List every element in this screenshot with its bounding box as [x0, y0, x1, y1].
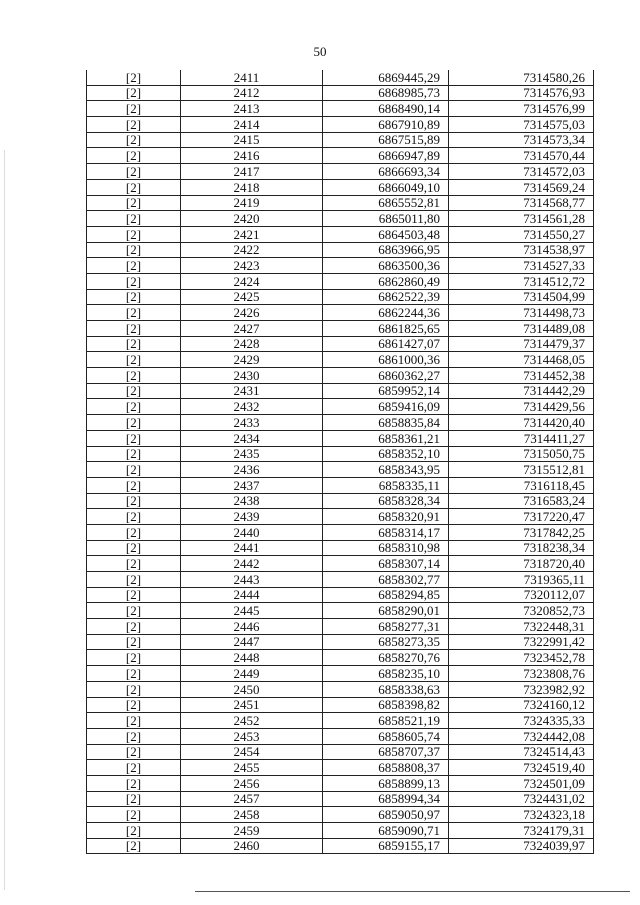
- y-coordinate-cell: 7324323,18: [449, 807, 594, 823]
- source-cell: [2]: [87, 619, 181, 635]
- x-coordinate-cell: 6858338,63: [323, 681, 449, 697]
- source-cell: [2]: [87, 368, 181, 384]
- table-row: [87, 70, 594, 85]
- x-coordinate-cell: 6861000,36: [323, 352, 449, 368]
- source-cell: [2]: [87, 226, 181, 242]
- table-row: [87, 242, 594, 258]
- point-number-cell: 2444: [181, 587, 323, 603]
- table-row: [87, 760, 594, 776]
- x-coordinate-cell: 6864503,48: [323, 226, 449, 242]
- table-row: [87, 713, 594, 729]
- source-cell: [2]: [87, 650, 181, 666]
- x-coordinate-cell: 6859090,71: [323, 823, 449, 839]
- point-number-cell: 2457: [181, 791, 323, 807]
- x-coordinate-cell: 6858994,34: [323, 791, 449, 807]
- x-coordinate-cell: 6862522,39: [323, 289, 449, 305]
- source-cell: [2]: [87, 85, 181, 101]
- point-number-cell: 2447: [181, 634, 323, 650]
- y-coordinate-cell: 7324160,12: [449, 697, 594, 713]
- y-coordinate-cell: 7323452,78: [449, 650, 594, 666]
- table-row: [87, 556, 594, 572]
- source-cell: [2]: [87, 211, 181, 227]
- x-coordinate-cell: 6868490,14: [323, 101, 449, 117]
- source-cell: [2]: [87, 430, 181, 446]
- y-coordinate-cell: 7314420,40: [449, 415, 594, 431]
- x-coordinate-cell: 6858328,34: [323, 493, 449, 509]
- table-row: [87, 273, 594, 289]
- table-row: [87, 524, 594, 540]
- table-row: [87, 289, 594, 305]
- point-number-cell: 2419: [181, 195, 323, 211]
- table-row: [87, 321, 594, 337]
- source-cell: [2]: [87, 728, 181, 744]
- table-row: [87, 540, 594, 556]
- point-number-cell: 2422: [181, 242, 323, 258]
- source-cell: [2]: [87, 242, 181, 258]
- source-cell: [2]: [87, 70, 181, 85]
- table-row: [87, 477, 594, 493]
- point-number-cell: 2414: [181, 117, 323, 133]
- table-row: [87, 681, 594, 697]
- y-coordinate-cell: 7314411,27: [449, 430, 594, 446]
- table-row: [87, 838, 594, 854]
- table-row: [87, 368, 594, 384]
- x-coordinate-cell: 6861427,07: [323, 336, 449, 352]
- y-coordinate-cell: 7314575,03: [449, 117, 594, 133]
- x-coordinate-cell: 6862860,49: [323, 273, 449, 289]
- source-cell: [2]: [87, 713, 181, 729]
- y-coordinate-cell: 7314576,99: [449, 101, 594, 117]
- point-number-cell: 2427: [181, 321, 323, 337]
- y-coordinate-cell: 7314569,24: [449, 179, 594, 195]
- source-cell: [2]: [87, 148, 181, 164]
- point-number-cell: 2411: [181, 70, 323, 85]
- point-number-cell: 2423: [181, 258, 323, 274]
- y-coordinate-cell: 7314572,03: [449, 164, 594, 180]
- source-cell: [2]: [87, 681, 181, 697]
- source-cell: [2]: [87, 540, 181, 556]
- table-body: [87, 70, 594, 854]
- table-row: [87, 697, 594, 713]
- source-cell: [2]: [87, 603, 181, 619]
- y-coordinate-cell: 7315512,81: [449, 462, 594, 478]
- point-number-cell: 2445: [181, 603, 323, 619]
- table-row: [87, 305, 594, 321]
- y-coordinate-cell: 7316118,45: [449, 477, 594, 493]
- source-cell: [2]: [87, 760, 181, 776]
- point-number-cell: 2418: [181, 179, 323, 195]
- table-row: [87, 807, 594, 823]
- y-coordinate-cell: 7317220,47: [449, 509, 594, 525]
- x-coordinate-cell: 6858521,19: [323, 713, 449, 729]
- source-cell: [2]: [87, 509, 181, 525]
- x-coordinate-cell: 6858707,37: [323, 744, 449, 760]
- y-coordinate-cell: 7314570,44: [449, 148, 594, 164]
- y-coordinate-cell: 7324514,43: [449, 744, 594, 760]
- point-number-cell: 2458: [181, 807, 323, 823]
- y-coordinate-cell: 7314479,37: [449, 336, 594, 352]
- x-coordinate-cell: 6858835,84: [323, 415, 449, 431]
- source-cell: [2]: [87, 117, 181, 133]
- y-coordinate-cell: 7314573,34: [449, 132, 594, 148]
- point-number-cell: 2448: [181, 650, 323, 666]
- table-row: [87, 744, 594, 760]
- table-row: [87, 132, 594, 148]
- bottom-rule: [195, 891, 630, 892]
- table-row: [87, 493, 594, 509]
- point-number-cell: 2421: [181, 226, 323, 242]
- y-coordinate-cell: 7314561,28: [449, 211, 594, 227]
- point-number-cell: 2456: [181, 775, 323, 791]
- x-coordinate-cell: 6858343,95: [323, 462, 449, 478]
- y-coordinate-cell: 7314452,38: [449, 368, 594, 384]
- source-cell: [2]: [87, 697, 181, 713]
- point-number-cell: 2424: [181, 273, 323, 289]
- y-coordinate-cell: 7314442,29: [449, 383, 594, 399]
- table-row: [87, 415, 594, 431]
- table-row: [87, 650, 594, 666]
- x-coordinate-cell: 6867515,89: [323, 132, 449, 148]
- x-coordinate-cell: 6858270,76: [323, 650, 449, 666]
- y-coordinate-cell: 7323982,92: [449, 681, 594, 697]
- point-number-cell: 2435: [181, 446, 323, 462]
- page-number: 50: [313, 44, 327, 59]
- y-coordinate-cell: 7324431,02: [449, 791, 594, 807]
- x-coordinate-cell: 6866693,34: [323, 164, 449, 180]
- table-row: [87, 352, 594, 368]
- x-coordinate-cell: 6859416,09: [323, 399, 449, 415]
- x-coordinate-cell: 6858310,98: [323, 540, 449, 556]
- source-cell: [2]: [87, 524, 181, 540]
- y-coordinate-cell: 7314576,93: [449, 85, 594, 101]
- table-row: [87, 823, 594, 839]
- x-coordinate-cell: 6859155,17: [323, 838, 449, 854]
- x-coordinate-cell: 6858398,82: [323, 697, 449, 713]
- point-number-cell: 2438: [181, 493, 323, 509]
- table-row: [87, 383, 594, 399]
- point-number-cell: 2439: [181, 509, 323, 525]
- source-cell: [2]: [87, 823, 181, 839]
- source-cell: [2]: [87, 775, 181, 791]
- source-cell: [2]: [87, 399, 181, 415]
- table-row: [87, 117, 594, 133]
- x-coordinate-cell: 6858307,14: [323, 556, 449, 572]
- table-row: [87, 603, 594, 619]
- x-coordinate-cell: 6858899,13: [323, 775, 449, 791]
- y-coordinate-cell: 7314429,56: [449, 399, 594, 415]
- table-row: [87, 775, 594, 791]
- point-number-cell: 2452: [181, 713, 323, 729]
- table-row: [87, 258, 594, 274]
- y-coordinate-cell: 7324501,09: [449, 775, 594, 791]
- point-number-cell: 2450: [181, 681, 323, 697]
- y-coordinate-cell: 7314568,77: [449, 195, 594, 211]
- coordinates-table: [86, 70, 594, 854]
- y-coordinate-cell: 7324442,08: [449, 728, 594, 744]
- source-cell: [2]: [87, 807, 181, 823]
- point-number-cell: 2430: [181, 368, 323, 384]
- y-coordinate-cell: 7324179,31: [449, 823, 594, 839]
- x-coordinate-cell: 6866947,89: [323, 148, 449, 164]
- source-cell: [2]: [87, 164, 181, 180]
- source-cell: [2]: [87, 791, 181, 807]
- x-coordinate-cell: 6860362,27: [323, 368, 449, 384]
- x-coordinate-cell: 6858273,35: [323, 634, 449, 650]
- y-coordinate-cell: 7314550,27: [449, 226, 594, 242]
- source-cell: [2]: [87, 572, 181, 588]
- table-row: [87, 148, 594, 164]
- point-number-cell: 2440: [181, 524, 323, 540]
- point-number-cell: 2429: [181, 352, 323, 368]
- x-coordinate-cell: 6869445,29: [323, 70, 449, 85]
- source-cell: [2]: [87, 666, 181, 682]
- source-cell: [2]: [87, 273, 181, 289]
- y-coordinate-cell: 7318720,40: [449, 556, 594, 572]
- source-cell: [2]: [87, 305, 181, 321]
- y-coordinate-cell: 7323808,76: [449, 666, 594, 682]
- table-row: [87, 226, 594, 242]
- point-number-cell: 2460: [181, 838, 323, 854]
- source-cell: [2]: [87, 838, 181, 854]
- source-cell: [2]: [87, 258, 181, 274]
- point-number-cell: 2451: [181, 697, 323, 713]
- x-coordinate-cell: 6865011,80: [323, 211, 449, 227]
- source-cell: [2]: [87, 744, 181, 760]
- point-number-cell: 2455: [181, 760, 323, 776]
- table-row: [87, 587, 594, 603]
- y-coordinate-cell: 7324335,33: [449, 713, 594, 729]
- point-number-cell: 2449: [181, 666, 323, 682]
- table-row: [87, 164, 594, 180]
- table-row: [87, 462, 594, 478]
- x-coordinate-cell: 6858302,77: [323, 572, 449, 588]
- point-number-cell: 2459: [181, 823, 323, 839]
- source-cell: [2]: [87, 415, 181, 431]
- x-coordinate-cell: 6859050,97: [323, 807, 449, 823]
- point-number-cell: 2453: [181, 728, 323, 744]
- x-coordinate-cell: 6868985,73: [323, 85, 449, 101]
- table-row: [87, 85, 594, 101]
- x-coordinate-cell: 6858235,10: [323, 666, 449, 682]
- y-coordinate-cell: 7314538,97: [449, 242, 594, 258]
- source-cell: [2]: [87, 493, 181, 509]
- table-row: [87, 728, 594, 744]
- table-row: [87, 619, 594, 635]
- point-number-cell: 2416: [181, 148, 323, 164]
- y-coordinate-cell: 7322991,42: [449, 634, 594, 650]
- x-coordinate-cell: 6858808,37: [323, 760, 449, 776]
- x-coordinate-cell: 6858314,17: [323, 524, 449, 540]
- y-coordinate-cell: 7316583,24: [449, 493, 594, 509]
- x-coordinate-cell: 6865552,81: [323, 195, 449, 211]
- point-number-cell: 2442: [181, 556, 323, 572]
- source-cell: [2]: [87, 352, 181, 368]
- point-number-cell: 2431: [181, 383, 323, 399]
- source-cell: [2]: [87, 462, 181, 478]
- point-number-cell: 2417: [181, 164, 323, 180]
- x-coordinate-cell: 6858361,21: [323, 430, 449, 446]
- y-coordinate-cell: 7319365,11: [449, 572, 594, 588]
- point-number-cell: 2454: [181, 744, 323, 760]
- y-coordinate-cell: 7324039,97: [449, 838, 594, 854]
- source-cell: [2]: [87, 289, 181, 305]
- x-coordinate-cell: 6861825,65: [323, 321, 449, 337]
- y-coordinate-cell: 7320112,07: [449, 587, 594, 603]
- x-coordinate-cell: 6863966,95: [323, 242, 449, 258]
- x-coordinate-cell: 6863500,36: [323, 258, 449, 274]
- table-row: [87, 399, 594, 415]
- y-coordinate-cell: 7314504,99: [449, 289, 594, 305]
- x-coordinate-cell: 6862244,36: [323, 305, 449, 321]
- point-number-cell: 2446: [181, 619, 323, 635]
- x-coordinate-cell: 6859952,14: [323, 383, 449, 399]
- table-row: [87, 101, 594, 117]
- point-number-cell: 2426: [181, 305, 323, 321]
- table-row: [87, 666, 594, 682]
- table-row: [87, 179, 594, 195]
- x-coordinate-cell: 6858294,85: [323, 587, 449, 603]
- source-cell: [2]: [87, 477, 181, 493]
- x-coordinate-cell: 6858335,11: [323, 477, 449, 493]
- table-row: [87, 572, 594, 588]
- point-number-cell: 2425: [181, 289, 323, 305]
- table-row: [87, 195, 594, 211]
- point-number-cell: 2420: [181, 211, 323, 227]
- point-number-cell: 2415: [181, 132, 323, 148]
- point-number-cell: 2443: [181, 572, 323, 588]
- x-coordinate-cell: 6858352,10: [323, 446, 449, 462]
- y-coordinate-cell: 7320852,73: [449, 603, 594, 619]
- x-coordinate-cell: 6858290,01: [323, 603, 449, 619]
- point-number-cell: 2433: [181, 415, 323, 431]
- y-coordinate-cell: 7314468,05: [449, 352, 594, 368]
- source-cell: [2]: [87, 634, 181, 650]
- y-coordinate-cell: 7324519,40: [449, 760, 594, 776]
- source-cell: [2]: [87, 321, 181, 337]
- source-cell: [2]: [87, 446, 181, 462]
- y-coordinate-cell: 7314580,26: [449, 70, 594, 85]
- point-number-cell: 2441: [181, 540, 323, 556]
- x-coordinate-cell: 6858605,74: [323, 728, 449, 744]
- point-number-cell: 2413: [181, 101, 323, 117]
- table-row: [87, 211, 594, 227]
- source-cell: [2]: [87, 132, 181, 148]
- y-coordinate-cell: 7314512,72: [449, 273, 594, 289]
- source-cell: [2]: [87, 383, 181, 399]
- point-number-cell: 2428: [181, 336, 323, 352]
- x-coordinate-cell: 6867910,89: [323, 117, 449, 133]
- source-cell: [2]: [87, 179, 181, 195]
- table-row: [87, 430, 594, 446]
- table-row: [87, 336, 594, 352]
- point-number-cell: 2436: [181, 462, 323, 478]
- source-cell: [2]: [87, 101, 181, 117]
- point-number-cell: 2412: [181, 85, 323, 101]
- y-coordinate-cell: 7317842,25: [449, 524, 594, 540]
- table-row: [87, 634, 594, 650]
- y-coordinate-cell: 7315050,75: [449, 446, 594, 462]
- y-coordinate-cell: 7322448,31: [449, 619, 594, 635]
- scan-edge: [4, 150, 5, 890]
- x-coordinate-cell: 6858277,31: [323, 619, 449, 635]
- source-cell: [2]: [87, 195, 181, 211]
- table-row: [87, 791, 594, 807]
- y-coordinate-cell: 7314489,08: [449, 321, 594, 337]
- point-number-cell: 2432: [181, 399, 323, 415]
- point-number-cell: 2437: [181, 477, 323, 493]
- source-cell: [2]: [87, 336, 181, 352]
- table-row: [87, 509, 594, 525]
- source-cell: [2]: [87, 556, 181, 572]
- table-row: [87, 446, 594, 462]
- x-coordinate-cell: 6866049,10: [323, 179, 449, 195]
- x-coordinate-cell: 6858320,91: [323, 509, 449, 525]
- y-coordinate-cell: 7314527,33: [449, 258, 594, 274]
- source-cell: [2]: [87, 587, 181, 603]
- y-coordinate-cell: 7318238,34: [449, 540, 594, 556]
- point-number-cell: 2434: [181, 430, 323, 446]
- y-coordinate-cell: 7314498,73: [449, 305, 594, 321]
